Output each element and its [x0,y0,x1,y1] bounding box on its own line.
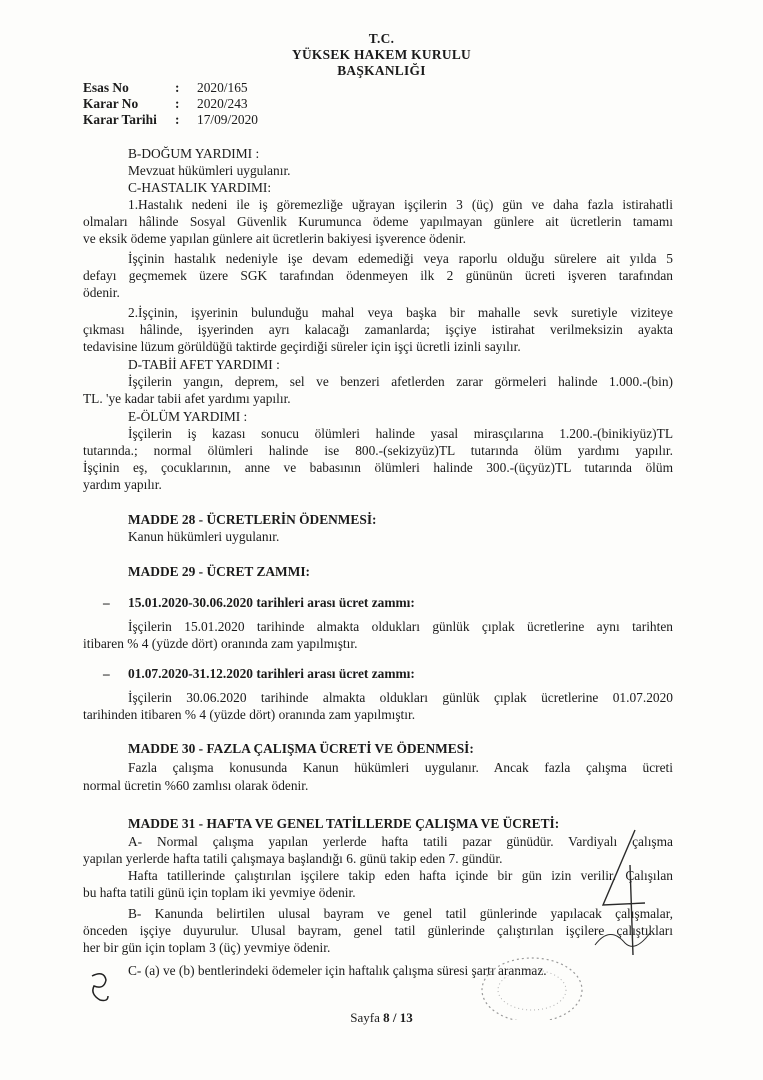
c1b-line-1: İşçinin hastalık nedeniyle işe devam edemediği veya raporlu olduğu sürelere ait yılda 5 [128,251,673,266]
bullet-dash: – [103,666,110,681]
madde-31-a-line-1: A- Normal çalışma yapılan yerlerde hafta tatili pazar günüdür. Vardiyalı çalışma [128,834,673,849]
page-total: 13 [399,1010,413,1025]
c1-line-2: olmaları hâlinde Sosyal Güvenlik Kurumunca ödeme yapılmayan günlere ait ücretlerin tamamı [83,214,673,229]
section-d-title: D-TABİİ AFET YARDIMI : [128,357,280,372]
handwritten-initial [86,970,114,1004]
madde-28-title: MADDE 28 - ÜCRETLERİN ÖDENMESİ: [128,512,377,527]
madde-31-c-line-1: C- (a) ve (b) bentlerindeki ödemeler için haftalık çalışma süresi şartı aranmaz. [128,963,547,978]
signature-mark [575,825,665,965]
page-number [0,1010,763,1027]
section-c-title: C-HASTALIK YARDIMI: [128,180,272,195]
d-line-2: TL. 'ye kadar tabii afet yardımı yapılır. [83,391,291,406]
header-tc: T.C. [368,31,395,46]
c2-line-3: tedavisine lüzum görüldüğü taktirde geçirdiği süreler için işçi ücretli izinli sayılır. [83,339,521,354]
madde-31-a2-line-2: bu hafta tatili günü için toplam iki yevmiye ödenir. [83,885,356,900]
meta-esas-value: 2020/165 [197,80,248,95]
c2-line-2: çıkması hâlinde, işyerinden ayrı kalacağı zamanlarda; işçiye istirahat verilmeksizin ayakta [83,322,673,337]
meta-tarih-label: Karar Tarihi [83,112,157,127]
e-line-1: İşçilerin iş kazası sonucu ölümleri halinde yasal mirasçılarına 1.200.-(binikiyüz)TL [128,426,673,441]
page-prefix: Sayfa [350,1010,384,1025]
meta-karar-value: 2020/243 [197,96,248,111]
madde-31-a2-line-1: Hafta tatillerinde çalıştırılan işçilere takip eden hafta içinde bir gün izin verilir. Çalışılan [128,868,673,883]
madde-29-title: MADDE 29 - ÜCRET ZAMMI: [128,564,311,579]
madde-29-b-line-1: İşçilerin 30.06.2020 tarihinde almakta oldukları günlük çıplak ücretlerine 01.07.2020 [128,690,673,705]
madde-29-a-title: 15.01.2020-30.06.2020 tarihleri arası ücret zammı: [128,595,415,610]
madde-31-b-line-2: önceden işçiye duyurulur. Ulusal bayram, genel tatil günlerinde çalıştırılan işçilere çalıştıkları [83,923,673,938]
c1b-line-3: ödenir. [83,285,120,300]
bullet-dash: – [103,595,110,610]
page-current: 8 [383,1010,390,1025]
meta-karar-label: Karar No [83,96,139,111]
madde-31-b-line-1: B- Kanunda belirtilen ulusal bayram ve genel tatil günlerinde yapılacak çalışmalar, [128,906,673,921]
e-line-2: tutarında.; normal ölümleri halinde ise 800.-(sekizyüz)TL tutarında ölüm yardımı yapılır. [83,443,673,458]
madde-29-a-line-1: İşçilerin 15.01.2020 tarihinde almakta oldukları günlük çıplak ücretlerine aynı tarihten [128,619,673,634]
meta-colon: : [175,112,180,127]
header-office: BAŞKANLIĞI [337,63,426,78]
madde-30-line-1: Fazla çalışma konusunda Kanun hükümleri uygulanır. Ancak fazla çalışma ücreti [128,760,673,775]
madde-31-title: MADDE 31 - HAFTA VE GENEL TATİLLERDE ÇALIŞMA VE ÜCRETİ: [128,816,560,831]
header-institution: YÜKSEK HAKEM KURULU [291,47,472,62]
meta-esas [83,79,248,96]
madde-31-a-line-2: yapılan yerlerde hafta tatili çalışmaya başlandığı 6. günü takip eden 7. gündür. [83,851,503,866]
madde-28-text: Kanun hükümleri uygulanır. [128,529,280,544]
c2-line-1: 2.İşçinin, işyerinin bulunduğu mahal veya başka bir mahalle sevk suretiyle viziteye [128,305,673,320]
section-b-text: Mevzuat hükümleri uygulanır. [128,163,291,178]
section-b-title: B-DOĞUM YARDIMI : [128,146,260,161]
meta-tarih [83,111,258,128]
page-sep: / [389,1010,400,1025]
c1-line-1: 1.Hastalık nedeni ile iş göremezliğe uğrayan işçilerin 3 (üç) gün ve daha fazla istirahatli [128,197,673,212]
meta-colon: : [175,80,180,95]
c1b-line-2: defayı geçmemek üzere SGK tarafından ödenmeyen ilk 2 gününün ücreti işveren tarafından [83,268,673,283]
e-line-4: yardım yapılır. [83,477,162,492]
madde-29-a-line-2: itibaren % 4 (yüzde dört) oranında zam yapılmıştır. [83,636,358,651]
e-line-3: İşçinin eş, çocuklarının, anne ve babasının ölümleri halinde 300.-(üçyüz)TL tutarında ölüm [83,460,673,475]
madde-30-title: MADDE 30 - FAZLA ÇALIŞMA ÜCRETİ VE ÖDENMESİ: [128,741,474,756]
madde-31-b-line-3: her bir gün için toplam 3 (üç) yevmiye ödenir. [83,940,331,955]
madde-29-b-line-2: tarihinden itibaren % 4 (yüzde dört) oranında zam yapılmıştır. [83,707,416,722]
meta-colon: : [175,96,180,111]
meta-tarih-value: 17/09/2020 [197,112,259,127]
section-e-title: E-ÖLÜM YARDIMI : [128,409,248,424]
madde-30-line-2: normal ücretin %60 zamlısı olarak ödenir. [83,778,309,793]
meta-karar [83,95,248,112]
madde-29-b-title: 01.07.2020-31.12.2020 tarihleri arası ücret zammı: [128,666,415,681]
c1-line-3: ve eksik ödeme yapılan günlere ait ücretlerin bakiyesi işverence ödenir. [83,231,466,246]
d-line-1: İşçilerin yangın, deprem, sel ve benzeri afetlerden zarar görmeleri halinde 1.000.-(bin) [128,374,673,389]
meta-esas-label: Esas No [83,80,129,95]
